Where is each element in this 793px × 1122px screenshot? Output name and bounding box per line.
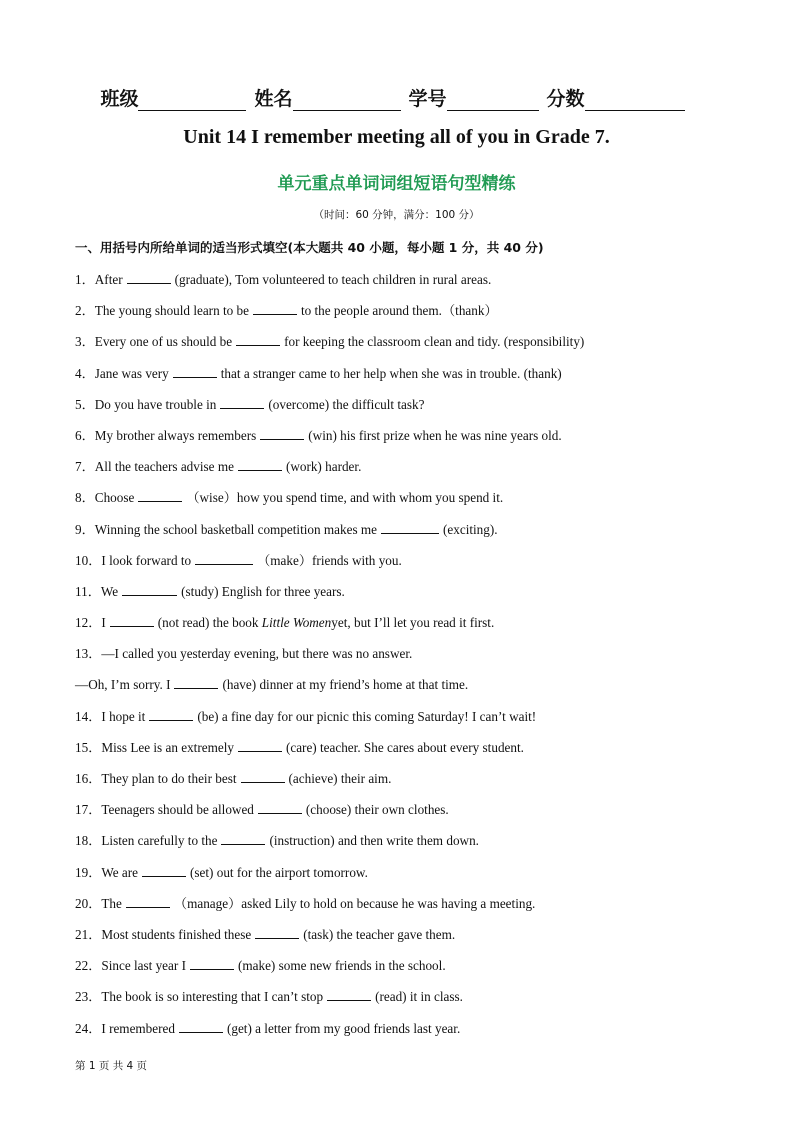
question-hint: to the people around them.（thank） (300, 303, 498, 319)
answer-blank[interactable] (142, 863, 186, 877)
question-item (75, 857, 735, 888)
answer-blank[interactable] (122, 582, 177, 596)
question-text: 7．All the teachers advise me (75, 459, 234, 475)
question-item (75, 1013, 735, 1044)
question-list (75, 264, 735, 1044)
question-hint: (have) dinner at my friend’s home at that time. (222, 677, 469, 693)
question-item (75, 763, 735, 794)
question-hint: （make）friends with you. (257, 552, 402, 568)
answer-blank[interactable] (238, 738, 282, 752)
time-note: （时间：60 分钟，满分：100 分） (313, 209, 480, 221)
question-item (75, 638, 735, 669)
question-item (75, 326, 735, 357)
question-text: 14．I hope it (75, 708, 146, 724)
answer-blank[interactable] (258, 800, 302, 814)
question-item (75, 514, 735, 545)
answer-blank[interactable] (236, 332, 280, 346)
answer-blank[interactable] (255, 925, 299, 939)
question-item (75, 607, 735, 638)
answer-blank[interactable] (179, 1019, 223, 1033)
question-hint: (be) a fine day for our picnic this coming Saturday! I can’t wait! (197, 708, 537, 724)
answer-blank[interactable] (127, 270, 171, 284)
question-hint: （wise）how you spend time, and with whom you spend it. (186, 490, 504, 506)
question-hint: （manage）asked Lily to hold on because he was having a meeting. (173, 895, 536, 911)
question-hint: (make) some new friends in the school. (237, 958, 446, 974)
book-title: Little Women (261, 615, 332, 631)
question-text-tail: yet, but I’ll let you read it first. (331, 615, 495, 631)
question-item (75, 794, 735, 825)
question-hint: (instruction) and then write them down. (269, 833, 479, 849)
question-item (75, 825, 735, 856)
question-hint: that a stranger came to her help when she was in trouble. (thank) (220, 365, 562, 381)
question-item (75, 295, 735, 326)
question-text: 2．The young should learn to be (75, 303, 249, 319)
number-label: 学号 (408, 88, 447, 110)
question-text: 4．Jane was very (75, 365, 169, 381)
unit-title: Unit 14 I remember meeting all of you in Grade 7. (183, 126, 610, 148)
answer-blank[interactable] (195, 551, 253, 565)
question-item (75, 545, 735, 576)
answer-blank[interactable] (220, 395, 264, 409)
question-hint: (get) a letter from my good friends last year. (226, 1020, 461, 1036)
question-item (75, 389, 735, 420)
question-text: 24．I remembered (75, 1020, 175, 1036)
answer-blank[interactable] (174, 675, 218, 689)
question-text: 16．They plan to do their best (75, 771, 237, 786)
question-text: 22．Since last year I (75, 958, 186, 974)
question-hint: (overcome) the difficult task? (268, 396, 425, 412)
question-hint: for keeping the classroom clean and tidy. (responsibility) (284, 334, 585, 350)
question-hint: (win) his first prize when he was nine years old. (308, 427, 562, 443)
question-text: 3．Every one of us should be (75, 334, 233, 350)
question-item (75, 701, 735, 732)
question-text: 13．—I called you yesterday evening, but there was no answer. (75, 646, 413, 662)
question-text: 23．The book is so interesting that I can’t stop (75, 989, 324, 1005)
question-item (75, 451, 735, 482)
answer-blank[interactable] (110, 613, 154, 627)
question-item (75, 482, 735, 513)
question-item (75, 981, 735, 1012)
name-blank[interactable] (293, 90, 401, 111)
answer-blank[interactable] (138, 488, 182, 502)
question-text: 12．I (75, 615, 106, 631)
question-text: 5．Do you have trouble in (75, 396, 217, 412)
name-label: 姓名 (254, 88, 293, 110)
question-hint: (exciting). (443, 521, 498, 537)
question-text: 18．Listen carefully to the (75, 833, 218, 849)
question-hint: (choose) their own clothes. (305, 802, 449, 818)
question-text: 17．Teenagers should be allowed (75, 802, 254, 818)
question-text: 9．Winning the school basketball competition makes me (75, 521, 377, 537)
question-text: 1．After (75, 272, 123, 287)
question-text: 20．The (75, 895, 122, 911)
answer-blank[interactable] (190, 956, 234, 970)
question-item (75, 950, 735, 981)
question-item (75, 888, 735, 919)
class-label: 班级 (100, 88, 139, 110)
answer-blank[interactable] (221, 831, 265, 845)
answer-blank[interactable] (381, 520, 439, 534)
question-hint: (care) teacher. She cares about every student. (285, 739, 524, 755)
answer-blank[interactable] (241, 769, 285, 783)
question-hint: (set) out for the airport tomorrow. (190, 864, 368, 880)
answer-blank[interactable] (327, 987, 371, 1001)
question-hint: (read) it in class. (375, 989, 463, 1005)
question-text: 10．I look forward to (75, 552, 192, 568)
question-text: 6．My brother always remembers (75, 427, 257, 443)
question-text: 19．We are (75, 864, 139, 880)
score-blank[interactable] (585, 90, 685, 111)
question-hint: (task) the teacher gave them. (303, 926, 456, 942)
question-hint: (work) harder. (285, 459, 362, 475)
question-item (75, 919, 735, 950)
student-info-line (0, 84, 793, 111)
question-hint: (not read) the book (157, 615, 259, 631)
answer-blank[interactable] (149, 707, 193, 721)
question-hint: (study) English for three years. (181, 583, 345, 599)
answer-blank[interactable] (238, 457, 282, 471)
question-item (75, 264, 735, 295)
score-label: 分数 (546, 88, 585, 110)
question-text: 11．We (75, 583, 119, 599)
number-blank[interactable] (447, 90, 539, 111)
question-item (75, 732, 735, 763)
question-hint: (graduate), Tom volunteered to teach children in rural areas. (174, 272, 492, 287)
section-heading: 一、用括号内所给单词的适当形式填空(本大题共 40 小题，每小题 1 分，共 40 分) (75, 240, 544, 255)
question-hint: (achieve) their aim. (288, 771, 392, 786)
question-item (75, 576, 735, 607)
question-item (75, 669, 735, 700)
question-text: —Oh, I’m sorry. I (75, 677, 171, 693)
class-blank[interactable] (138, 90, 246, 111)
question-text: 15．Miss Lee is an extremely (75, 739, 234, 755)
question-text: 21．Most students finished these (75, 926, 252, 942)
answer-blank[interactable] (260, 426, 304, 440)
worksheet-subtitle: 单元重点单词词组短语句型精练 (277, 174, 516, 194)
answer-blank[interactable] (173, 364, 217, 378)
page-footer: 第 1 页 共 4 页 (75, 1060, 148, 1072)
answer-blank[interactable] (126, 894, 170, 908)
question-item (75, 420, 735, 451)
question-item (75, 358, 735, 389)
question-text: 8．Choose (75, 490, 135, 506)
answer-blank[interactable] (253, 301, 297, 315)
